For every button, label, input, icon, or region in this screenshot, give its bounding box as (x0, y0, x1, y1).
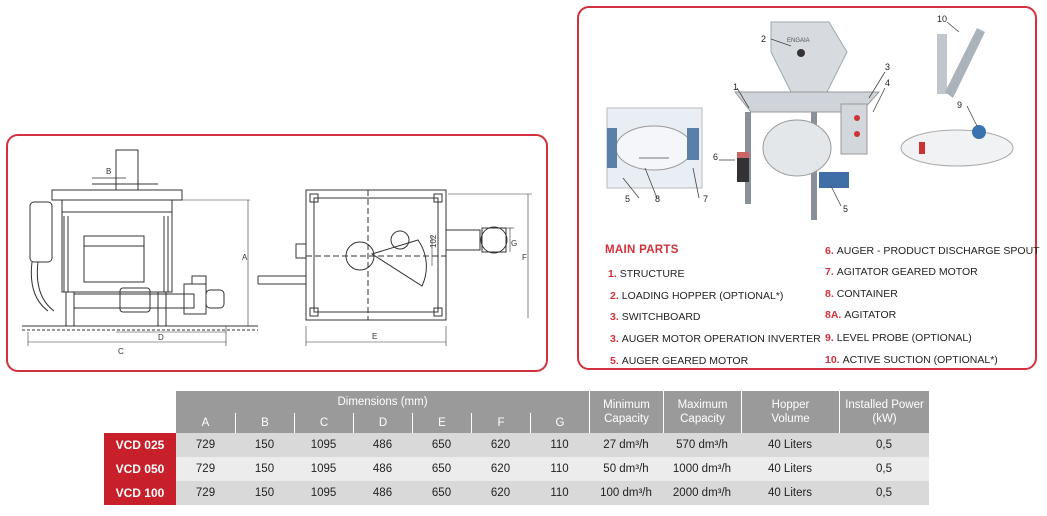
hopper-volume-header: Hopper Volume (741, 391, 839, 433)
table-cell: 0,5 (839, 457, 929, 481)
table-cell: 1095 (294, 481, 353, 505)
col-d-header: D (353, 413, 412, 433)
active-suction-photo (937, 28, 985, 98)
machine-photo (735, 22, 879, 220)
table-cell: 729 (176, 481, 235, 505)
brand-label: ENGAIA (787, 38, 810, 44)
part-item: 10. ACTIVE SUCTION (OPTIONAL*) (825, 354, 998, 366)
callout-6: 6 (713, 152, 719, 162)
table-cell: 110 (530, 457, 589, 481)
callout-10: 10 (937, 14, 948, 24)
dim-label-f: F (522, 253, 527, 262)
model-cell: VCD 100 (104, 481, 176, 505)
table-cell: 150 (235, 457, 294, 481)
table-cell: 620 (471, 433, 530, 457)
table-cell: 650 (412, 481, 471, 505)
specifications-table (104, 391, 929, 505)
callout-4: 4 (885, 78, 891, 88)
table-cell: 620 (471, 457, 530, 481)
dim-label-c: C (118, 347, 124, 356)
level-probe-photo (901, 125, 1013, 166)
table-row (104, 457, 929, 481)
max-capacity-header: Maximum Capacity (663, 391, 741, 433)
dim-label-e: E (372, 332, 378, 341)
callout-1: 1 (733, 82, 739, 92)
dim-label-102: 102 (429, 234, 438, 248)
table-cell: 0,5 (839, 433, 929, 457)
table-cell: 486 (353, 457, 412, 481)
col-c-header: C (294, 413, 353, 433)
table-cell: 729 (176, 457, 235, 481)
part-item: 6. AUGER - PRODUCT DISCHARGE SPOUT (825, 245, 1040, 257)
callout-3: 3 (885, 62, 891, 72)
part-item: 3. SWITCHBOARD (610, 311, 701, 323)
dim-label-d: D (158, 333, 164, 342)
table-cell: 2000 dm³/h (663, 481, 741, 505)
min-capacity-header: Minimum Capacity (589, 391, 663, 433)
part-item: 7. AGITATOR GEARED MOTOR (825, 266, 978, 278)
table-cell: 100 dm³/h (589, 481, 663, 505)
dim-label-a: A (242, 253, 248, 262)
part-item: 2. LOADING HOPPER (OPTIONAL*) (610, 290, 784, 302)
model-cell: VCD 050 (104, 457, 176, 481)
table-cell: 729 (176, 433, 235, 457)
callout-7: 7 (703, 194, 709, 204)
machine-illustration (579, 8, 1035, 233)
callout-5-auger: 5 (843, 204, 849, 214)
dim-label-b: B (106, 167, 112, 176)
container-inset (607, 108, 702, 188)
table-cell: 150 (235, 481, 294, 505)
part-item: 5. AUGER GEARED MOTOR (610, 355, 749, 367)
technical-drawing (8, 136, 546, 370)
table-cell: 620 (471, 481, 530, 505)
part-item: 9. LEVEL PROBE (OPTIONAL) (825, 332, 972, 344)
model-cell: VCD 025 (104, 433, 176, 457)
table-cell: 486 (353, 481, 412, 505)
part-item: 8. CONTAINER (825, 288, 898, 300)
table-cell: 1095 (294, 433, 353, 457)
table-cell: 150 (235, 433, 294, 457)
table-cell: 50 dm³/h (589, 457, 663, 481)
main-parts-panel (577, 6, 1040, 370)
table-cell: 650 (412, 457, 471, 481)
table-cell: 486 (353, 433, 412, 457)
technical-drawing-panel (6, 134, 548, 372)
table-cell: 570 dm³/h (663, 433, 741, 457)
callout-8: 8 (655, 194, 661, 204)
installed-power-header: Installed Power (kW) (839, 391, 929, 433)
table-cell: 110 (530, 481, 589, 505)
table-cell: 40 Liters (741, 433, 839, 457)
dim-label-g: G (511, 239, 518, 248)
table-cell: 1000 dm³/h (663, 457, 741, 481)
table-row (104, 433, 929, 457)
part-item: 1. STRUCTURE (608, 268, 685, 280)
table-row (104, 481, 929, 505)
table-cell: 27 dm³/h (589, 433, 663, 457)
part-item: 3. AUGER MOTOR OPERATION INVERTER (610, 333, 821, 345)
table-cell: 0,5 (839, 481, 929, 505)
main-parts-title: MAIN PARTS (605, 244, 679, 256)
table-cell: 40 Liters (741, 457, 839, 481)
callout-2: 2 (761, 34, 767, 44)
callout-9: 9 (957, 100, 963, 110)
col-g-header: G (530, 413, 589, 433)
table-cell: 110 (530, 433, 589, 457)
table-cell: 1095 (294, 457, 353, 481)
col-b-header: B (235, 413, 294, 433)
dimensions-header: Dimensions (mm) (176, 391, 589, 413)
table-cell: 650 (412, 433, 471, 457)
part-item: 8A. AGITATOR (825, 309, 897, 321)
callout-5-inset: 5 (625, 194, 631, 204)
machine-body (62, 212, 172, 292)
col-a-header: A (176, 413, 235, 433)
col-e-header: E (412, 413, 471, 433)
table-cell: 40 Liters (741, 481, 839, 505)
col-f-header: F (471, 413, 530, 433)
